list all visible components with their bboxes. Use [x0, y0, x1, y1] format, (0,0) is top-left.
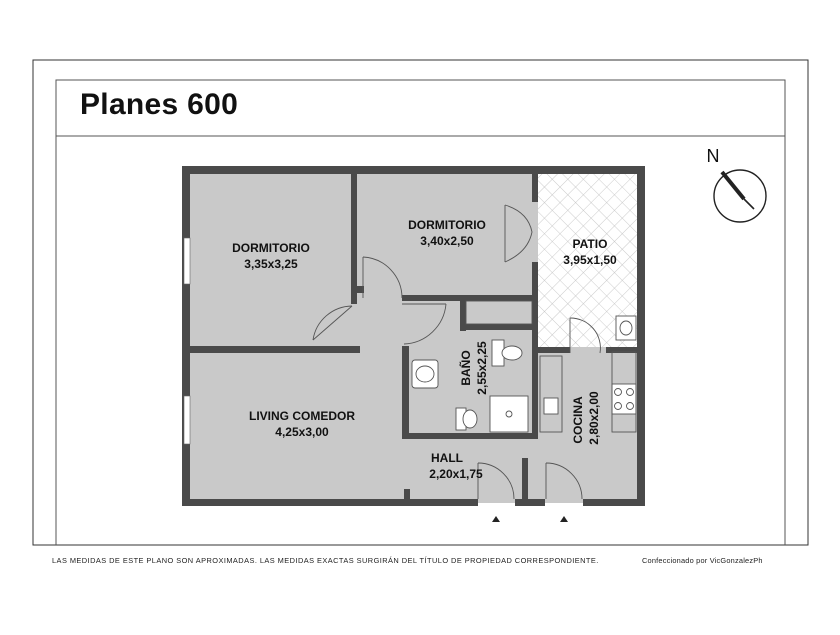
room-dims: 2,55x2,25 — [475, 341, 489, 395]
room-name: BAÑO — [459, 350, 473, 386]
room-dims: 3,95x1,50 — [563, 253, 617, 267]
room-name: HALL — [431, 451, 463, 465]
room-dims: 2,20x1,75 — [429, 467, 483, 481]
room-name: DORMITORIO — [232, 241, 310, 255]
room-dims: 2,80x2,00 — [587, 391, 601, 445]
credit-text: Confeccionado por VicGonzalezPh — [642, 556, 763, 565]
room-name: COCINA — [571, 396, 585, 444]
north-compass-icon — [707, 146, 767, 222]
entrance-arrow — [560, 516, 568, 522]
north-label: N — [706, 146, 720, 166]
room-dims: 4,25x3,00 — [275, 425, 329, 439]
entrance-arrow — [492, 516, 500, 522]
room-name: LIVING COMEDOR — [248, 409, 356, 423]
plan-title: Planes 600 — [80, 88, 239, 121]
room-name: DORMITORIO — [408, 218, 486, 232]
room-name: PATIO — [572, 237, 608, 251]
disclaimer-text: LAS MEDIDAS DE ESTE PLANO SON APROXIMADAS. LAS MEDIDAS EXACTAS SURGIRÁN DEL TÍTULO DE PROPIEDAD CORRESPONDIENTE. — [52, 556, 599, 565]
room-dims: 3,35x3,25 — [244, 257, 298, 271]
room-dims: 3,40x2,50 — [420, 234, 474, 248]
